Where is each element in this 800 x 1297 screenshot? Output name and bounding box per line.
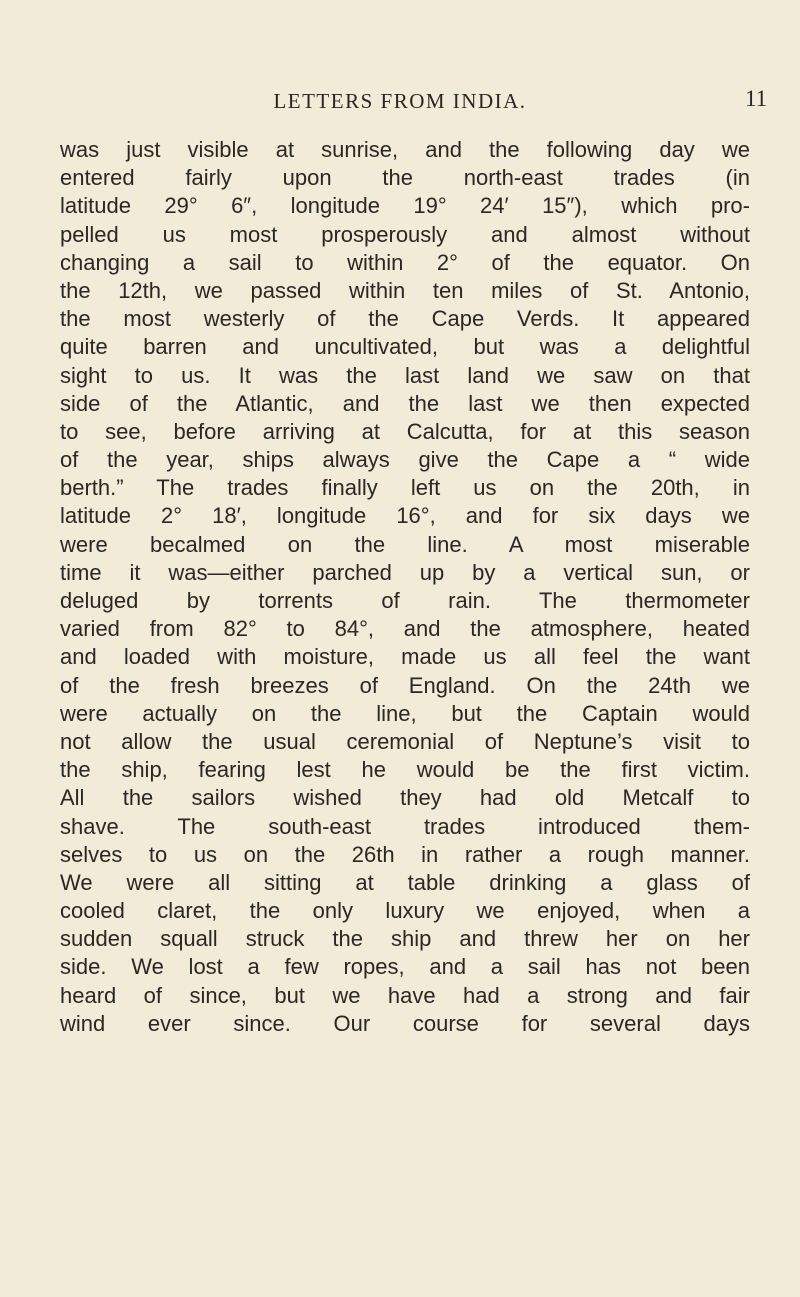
running-title: LETTERS FROM INDIA. — [273, 89, 527, 113]
text-line: We were all sitting at table drinking a glass of — [60, 869, 750, 895]
text-line: and loaded with moisture, made us all feel the want — [60, 644, 750, 670]
running-head — [0, 86, 800, 116]
page-number: 11 — [745, 86, 768, 111]
text-line: berth.” The trades finally left us on the 20th, in — [60, 475, 750, 501]
text-line: quite barren and uncultivated, but was a delightful — [60, 334, 750, 360]
text-line: pelled us most prosperously and almost without — [60, 221, 750, 247]
text-line: the ship, fearing lest he would be the first victim. — [60, 757, 750, 783]
text-line: All the sailors wished they had old Metcalf to — [60, 785, 750, 811]
text-line: latitude 2° 18′, longitude 16°, and for six days we — [60, 503, 750, 529]
text-line: side of the Atlantic, and the last we then expected — [60, 390, 750, 416]
text-line: deluged by torrents of rain. The thermometer — [60, 588, 750, 613]
text-line: changing a sail to within 2° of the equator. On — [60, 249, 750, 275]
text-line: were actually on the line, but the Captain would — [60, 700, 750, 726]
text-line: selves to us on the 26th in rather a rough manner. — [60, 841, 750, 867]
text-line: was just visible at sunrise, and the following day we — [60, 137, 750, 162]
text-line: time it was—either parched up by a vertical sun, or — [60, 559, 750, 585]
text-line: latitude 29° 6″, longitude 19° 24′ 15″), which pro- — [60, 193, 750, 219]
text-line: sudden squall struck the ship and threw her on her — [60, 926, 750, 952]
text-line: of the fresh breezes of England. On the 24th we — [60, 672, 750, 698]
text-line: to see, before arriving at Calcutta, for at this season — [60, 418, 750, 444]
text-line: cooled claret, the only luxury we enjoyed, when a — [60, 898, 750, 924]
text-line: not allow the usual ceremonial of Neptune’s visit to — [60, 728, 750, 754]
text-line: sight to us. It was the last land we saw on that — [60, 362, 750, 388]
body-text — [60, 136, 750, 1038]
text-line: shave. The south-east trades introduced them- — [60, 813, 750, 839]
text-line: the 12th, we passed within ten miles of St. Antonio, — [60, 277, 750, 303]
text-line: the most westerly of the Cape Verds. It appeared — [60, 306, 750, 332]
text-line: were becalmed on the line. A most miserable — [60, 531, 750, 557]
text-line: side. We lost a few ropes, and a sail has not been — [60, 954, 750, 980]
text-line: heard of since, but we have had a strong and fair — [60, 982, 750, 1008]
text-line: of the year, ships always give the Cape a “ wide — [60, 447, 750, 473]
text-line: wind ever since. Our course for several days — [60, 1010, 750, 1036]
text-line: varied from 82° to 84°, and the atmosphere, heated — [60, 616, 750, 642]
text-line: entered fairly upon the north-east trades (in — [60, 165, 750, 191]
